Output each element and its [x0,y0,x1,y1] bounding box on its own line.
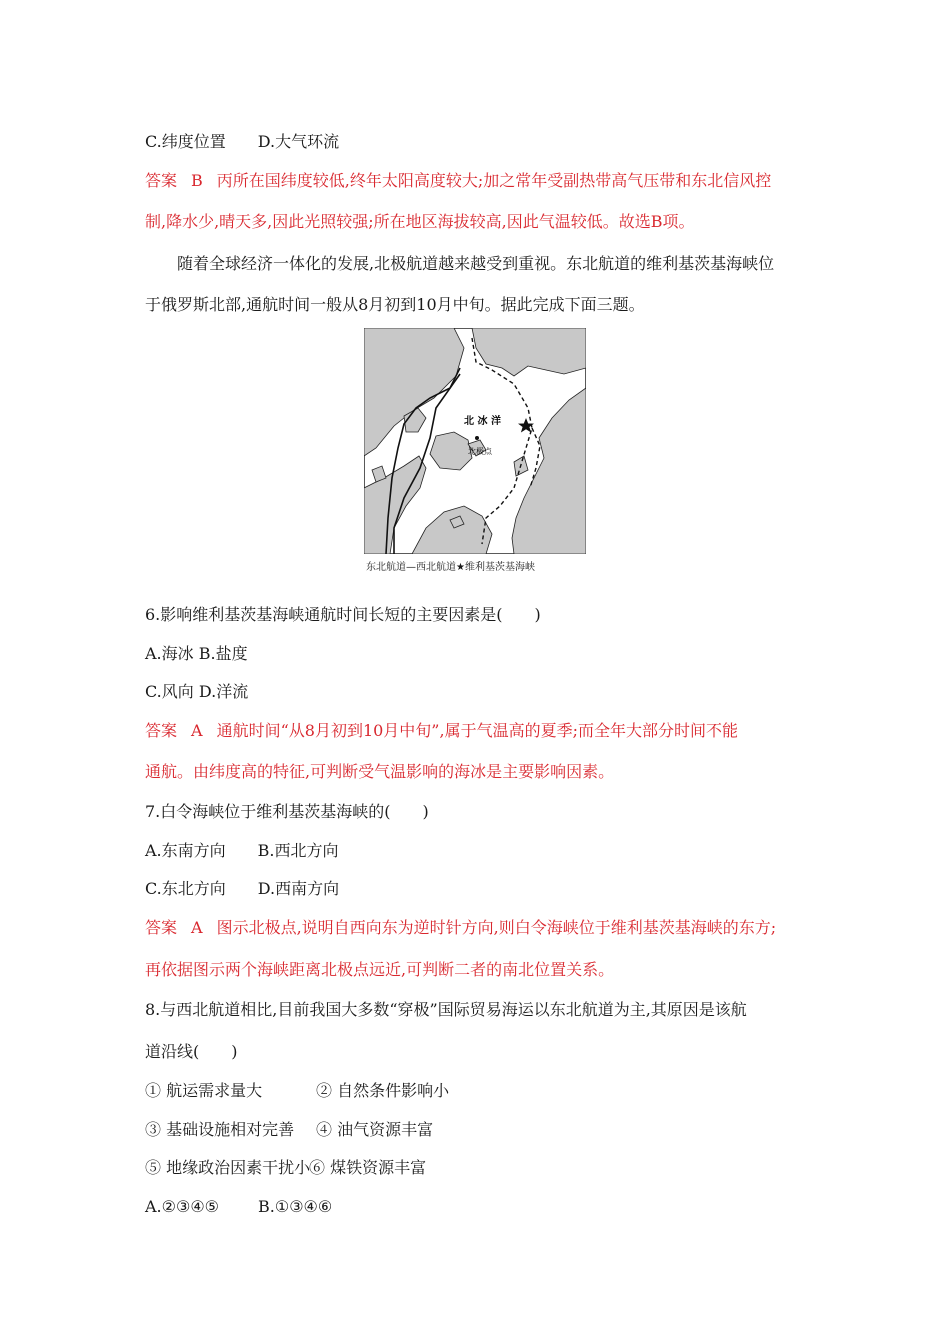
answer-text: 图示北极点,说明自西向东为逆时针方向,则白令海峡位于维利基茨基海峡的东方; [216,918,777,937]
north-pole-dot [475,436,479,440]
q8-stem-line1: 8.与西北航道相比,目前我国大多数“穿极”国际贸易海运以东北航道为主,其原因是该航 [145,1000,747,1019]
q8-item-4: ④ 油气资源丰富 [316,1120,434,1139]
answer-label: 答案 [145,918,178,937]
intro-line1: 随着全球经济一体化的发展,北极航道越来越受到重视。东北航道的维利基茨基海峡位 [177,254,775,273]
q5-answer [145,171,771,191]
q8-options-ab [145,1197,332,1217]
q8-item-2: ② 自然条件影响小 [316,1081,450,1100]
q5-option-c: C.纬度位置 [145,132,226,151]
answer-label: 答案 [145,721,178,740]
q8-items-12 [145,1081,449,1101]
q7-answer [145,918,776,938]
answer-key: B [191,171,203,190]
q8-item-1: ① 航运需求量大 [145,1081,263,1100]
answer-text: 丙所在国纬度较低,终年太阳高度较大;加之常年受副热带高气压带和东北信风控 [216,171,772,190]
q8-option-a: A.②③④⑤ [145,1197,220,1216]
q5-option-d: D.大气环流 [257,132,340,151]
q7-options-ab [145,841,339,861]
q5-answer-line2: 制,降水少,晴天多,因此光照较强;所在地区海拔较高,因此气温较低。故选B项。 [145,212,695,231]
q6-stem: 6.影响维利基茨基海峡通航时间长短的主要因素是( ) [145,605,541,624]
q5-options-cd [145,132,339,152]
q6-options-ab: A.海冰 B.盐度 [145,644,248,663]
q8-items-56 [145,1158,426,1178]
intro-line2: 于俄罗斯北部,通航时间一般从8月初到10月中旬。据此完成下面三题。 [145,295,645,314]
q8-stem-line2: 道沿线( ) [145,1042,238,1061]
map-legend: 东北航道—西北航道★维利基茨基海峡 [366,562,535,573]
answer-key: A [191,918,203,937]
q8-item-5: ⑤ 地缘政治因素干扰小 [145,1158,311,1177]
answer-key: A [191,721,203,740]
q7-option-d: D.西南方向 [257,879,340,898]
q8-item-3: ③ 基础设施相对完善 [145,1120,295,1139]
q6-answer-line2: 通航。由纬度高的特征,可判断受气温影响的海冰是主要影响因素。 [145,762,615,781]
q8-option-b: B.①③④⑥ [258,1197,333,1216]
q7-stem: 7.白令海峡位于维利基茨基海峡的( ) [145,802,429,821]
q7-answer-line2: 再依据图示两个海峡距离北极点远近,可判断二者的南北位置关系。 [145,960,615,979]
q7-option-a: A.东南方向 [145,841,226,860]
q6-options-cd: C.风向 D.洋流 [145,682,249,701]
map-ocean-label: 北 冰 洋 [464,416,501,427]
map-pole-label: 北极点 [468,447,492,456]
answer-text: 通航时间“从8月初到10月中旬”,属于气温高的夏季;而全年大部分时间不能 [216,721,738,740]
q7-option-b: B.西北方向 [257,841,339,860]
q8-items-34 [145,1120,433,1140]
arctic-routes-map [364,328,586,554]
q7-option-c: C.东北方向 [145,879,226,898]
answer-label: 答案 [145,171,178,190]
q8-item-6: ⑥ 煤铁资源丰富 [309,1158,427,1177]
q7-options-cd [145,879,339,899]
q6-answer [145,721,738,741]
